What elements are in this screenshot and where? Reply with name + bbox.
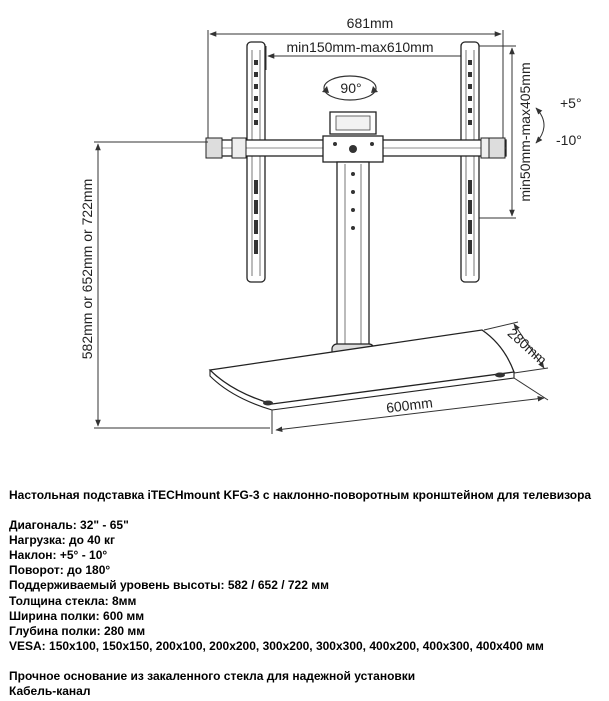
base-depth-label: 280mm <box>504 324 551 368</box>
height-label: 582mm or 652mm or 722mm <box>79 178 95 360</box>
spec-glass-thickness <box>9 594 604 609</box>
spec-value: 600 мм <box>103 608 145 623</box>
spec-value: 32" - 65" <box>80 518 129 533</box>
feature-item: Прочное основание из закаленного стекла для надежной установки <box>9 668 416 683</box>
right-vesa-rail <box>461 42 479 282</box>
spec-tilt <box>9 548 604 563</box>
tilt-up-label: +5° <box>560 95 582 111</box>
feature-item: Кабель-канал <box>9 684 91 699</box>
tilt-down-label: -10° <box>556 132 582 148</box>
spec-label: Нагрузка: <box>9 533 66 548</box>
features-list <box>9 669 604 699</box>
spec-value: 582 / 652 / 722 мм <box>227 578 329 593</box>
tilt-indicator <box>536 108 544 143</box>
spec-label: Глубина полки: <box>9 623 101 638</box>
swivel-label: 90° <box>340 80 362 96</box>
product-title: Настольная подставка iTECHmount KFG-3 с наклонно-поворотным кронштейном для телевизора <box>9 488 592 502</box>
spec-shelf-width <box>9 609 604 624</box>
spec-shelf-depth <box>9 624 604 639</box>
left-vesa-rail <box>247 42 265 282</box>
spec-label: VESA: <box>9 638 46 653</box>
spec-label: Наклон: <box>9 548 57 563</box>
spec-load <box>9 533 604 548</box>
spec-label: Ширина полки: <box>9 608 100 623</box>
spec-label: Поворот: <box>9 563 64 578</box>
spec-value: 280 мм <box>104 623 146 638</box>
spec-value: +5° - 10° <box>59 548 108 563</box>
vesa-vertical-dimension <box>476 46 516 218</box>
spec-diagonal <box>9 518 604 533</box>
product-description <box>9 488 604 699</box>
spec-label: Диагональ: <box>9 518 77 533</box>
base-width-label: 600mm <box>385 394 434 416</box>
spec-value: до 180° <box>67 563 111 578</box>
spec-swivel <box>9 563 604 578</box>
vesa-vertical-label: min50mm-max405mm <box>517 62 533 202</box>
tilt-head-bracket <box>323 112 383 162</box>
spec-vesa <box>9 639 604 654</box>
spec-value: 150x100, 150x150, 200x100, 200x200, 300x200, 300x300, 400x200, 400x300, 400x400 мм <box>49 638 544 653</box>
spec-value: до 40 кг <box>69 533 115 548</box>
spec-value: 8мм <box>112 593 137 608</box>
spec-label: Поддерживаемый уровень высоты: <box>9 578 225 593</box>
spec-label: Толщина стекла: <box>9 593 109 608</box>
overall-width-label: 681mm <box>346 15 394 31</box>
spec-height-levels <box>9 578 604 593</box>
vertical-column <box>332 162 374 358</box>
vesa-horizontal-label: min150mm-max610mm <box>286 39 434 55</box>
